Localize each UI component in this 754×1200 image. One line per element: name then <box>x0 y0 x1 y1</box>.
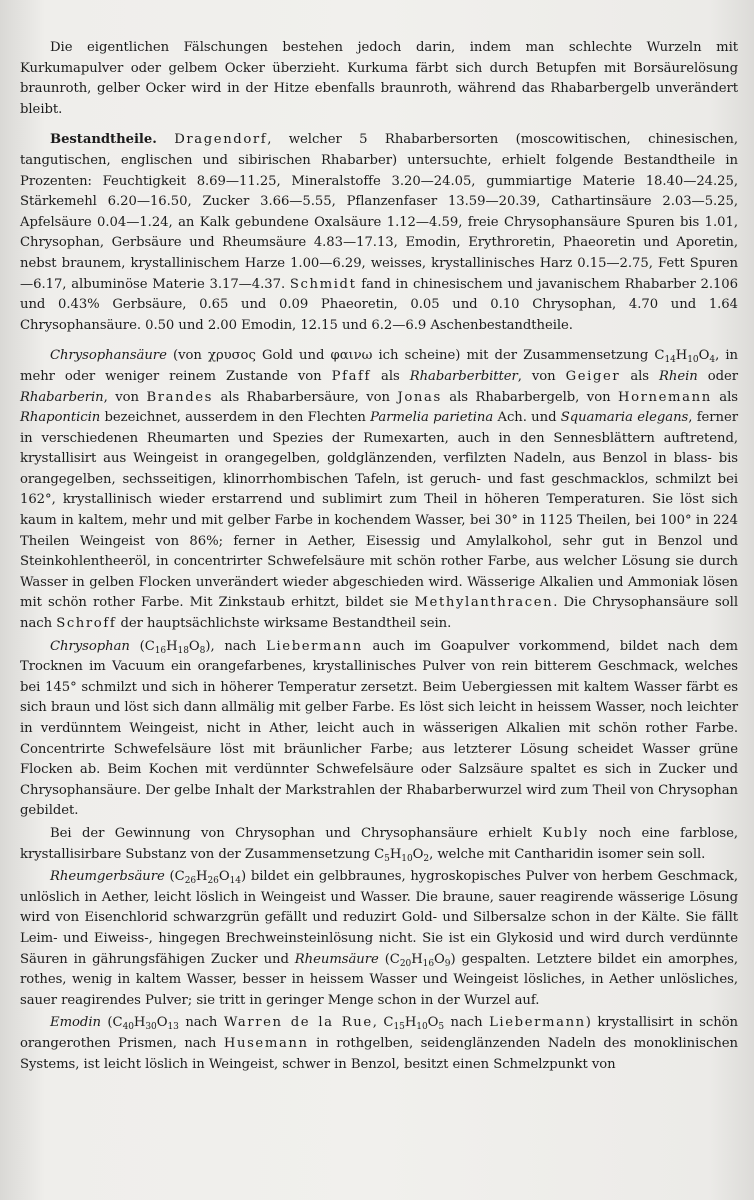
author-name: Schmidt <box>289 276 357 292</box>
term: Parmelia parietina <box>370 410 494 426</box>
term: Rhaponticin <box>20 410 101 426</box>
paragraph-kubly: Bei der Gewinnung von Chrysophan und Chrysophansäure erhielt Kubly noch eine farblose, krystallisirbare Substanz von der Zusammensetzung $C_5H_{10}O_2$, welche mit Cantharidin isomer sein soll. <box>20 825 738 864</box>
paragraph-adulteration: Die eigentlichen Fälschungen bestehen jedoch darin, indem man schlechte Wurzeln mit Kurkumapulver oder gelbem Ocker überzieht. Kurkuma färbt sich durch Betupfen mit Borsäurelösung braunroth, gelber Ocker wird in der Hitze ebenfalls braunroth, während das Rhabarbergelb unverändert bleibt. <box>20 40 738 117</box>
chemical-formula: $C_{26}H_{26}O_{14}$ <box>174 869 241 887</box>
chemical-formula: $C_{15}H_{10}O_5$ <box>383 1015 445 1033</box>
author-name: Warren de la Rue <box>223 1015 373 1031</box>
author-name: Dragendorf <box>174 132 268 148</box>
term: Rhabarberin <box>20 389 104 405</box>
chemical-formula: $C_{16}H_{18}O_8$ <box>144 638 206 656</box>
chemical-formula: $C_{14}H_{10}O_4$ <box>654 348 716 366</box>
author-name: Pfaff <box>331 368 372 384</box>
body-text <box>20 38 738 1077</box>
chemical-formula: $C_{40}H_{30}O_{13}$ <box>112 1015 179 1033</box>
chemical-formula: $C_5H_{10}O_2$ <box>374 846 430 864</box>
author-name: Jonas <box>397 389 442 405</box>
compound-name: Methylanthracen <box>414 595 554 611</box>
chemical-formula: $C_{20}H_{16}O_9$ <box>389 951 451 969</box>
term: Chrysophansäure <box>50 348 167 364</box>
section-heading: Bestandtheile. <box>50 132 157 148</box>
paragraph-constituents: Bestandtheile. Dragendorf, welcher 5 Rhabarbersorten (moscowitischen, chinesischen, tangutischen, englischen und sibirischen Rhabarber) untersuchte, erhielt folgende Bestandtheile in Prozenten: Feuchtigkeit 8.69—11.25, Mineralstoffe 3.20—24.05, gummiartige Materie 18.40—24.25, Stärkemehl 6.20—16.50, Zucker 3.66—5.55, Pflanzenfaser 13.59—20.39, Cathartinsäure 2.03—5.25, Apfelsäure 0.04—1.24, an Kalk gebundene Oxalsäure 1.12—4.59, freie Chrysophansäure Spuren bis 1.01, Chrysophan, Gerbsäure und Rheumsäure 4.83—17.13, Emodin, Erythroretin, Phaeoretin und Aporetin, nebst braunem, krystallinischem Harze 1.00—6.29, weisses, krystallinisches Harz 0.15—2.75, Fett Spuren —6.17, albuminöse Materie 3.17—4.37. Schmidt fand in chinesischem und javanischem Rhabarber 2.106 und 0.43% Gerbsäure, 0.65 und 0.09 Phaeoretin, 0.05 und 0.10 Chrysophan, 4.70 und 1.64 Chrysophansäure. 0.50 und 2.00 Emodin, 12.15 und 6.2—6.9 Aschenbestandtheile. <box>20 132 738 333</box>
author-name: Husemann <box>223 1035 309 1051</box>
author-name: Brandes <box>146 389 214 405</box>
author-name: Liebermann <box>266 638 363 654</box>
term: Rheumgerbsäure <box>50 869 165 885</box>
term: Squamaria elegans <box>560 410 689 426</box>
paragraph-rheumgerbsaeure: Rheumgerbsäure $(C_{26}H_{26}O_{14})$ bildet ein gelbbraunes, hygroskopisches Pulver von herbem Geschmack, unlöslich in Aether, leicht löslich in Weingeist und Wasser. Die braune, sauer reagirende wässerige Lösung wird von Eisenchlorid schwarzgrün gefällt und reduzirt Gold- und Silbersalze schon in der Kälte. Sie fällt Leim- und Eiweiss-, hingegen Brechweinsteinlösung nicht. Sie ist ein Glykosid und wird durch verdünnte Säuren in gährungsfähigen Zucker und Rheumsäure $(C_{20}H_{16}O_9)$ gespalten. Letztere bildet ein amorphes, rothes, wenig in kaltem Wasser, besser in heissem Wasser und Weingeist lösliches, in Aether unlösliches, sauer reagirendes Pulver; sie tritt in geringer Menge schon in der Wurzel auf. <box>20 869 738 1008</box>
paragraph-chrysophansaeure: Chrysophansäure (von χρυσος Gold und φαινω ich scheine) mit der Zusammensetzung $C_{14}H_{10}O_4$, in mehr oder weniger reinem Zustande von Pfaff als Rhabarberbitter, von Geiger als Rhein oder Rhabarberin, von Brandes als Rhabarbersäure, von Jonas als Rhabarbergelb, von Hornemann als Rhaponticin bezeichnet, ausserdem in den Flechten Parmelia parietina Ach. und Squamaria elegans, ferner in verschiedenen Rheumarten und Spezies der Rumexarten, auch in den Sennesblättern auftretend, krystallisirt aus Weingeist in orangegelben, goldglänzenden, verfilzten Nadeln, aus Benzol in blass- bis orangegelben, sechsseitigen, klinorrhombischen Tafeln, ist geruch- und fast geschmacklos, schmilzt bei 162°, krystallinisch wieder erstarrend und sublimirt zum Theil in höheren Temperaturen. Sie löst sich kaum in kaltem, mehr und mit gelber Farbe in kochendem Wasser, bei 30° in 1125 Theilen, bei 100° in 224 Theilen Weingeist von 86%; ferner in Aether, Eisessig und Amylalkohol, sehr gut in Benzol und Steinkohlentheeröl, in concentrirter Schwefelsäure mit schön rother Farbe, aus welcher Lösung sie durch Wasser in gelben Flocken unverändert wieder abgeschieden wird. Wässerige Alkalien und Ammoniak lösen mit schön rother Farbe. Mit Zinkstaub erhitzt, bildet sie Methylanthracen. Die Chrysophansäure soll nach Schroff der hauptsächlichste wirksame Bestandtheil sein. <box>20 348 739 632</box>
term: Emodin <box>50 1015 101 1031</box>
term: Rhein <box>659 368 698 384</box>
term: Chrysophan <box>50 638 130 654</box>
author-name: Schroff <box>56 616 117 632</box>
paragraph-chrysophan: Chrysophan $(C_{16}H_{18}O_8)$, nach Liebermann auch im Goapulver vorkommend, bildet nach dem Trocknen im Vacuum ein orangefarbenes, krystallinisches Pulver von rein bitterem Geschmack, welches bei 145° schmilzt und sich in höherer Temperatur zersetzt. Beim Uebergiessen mit kaltem Wasser färbt es sich braun und löst sich dann allmälig mit gelber Farbe. Es löst sich leicht in heissem Wasser, noch leichter in verdünntem Weingeist, nicht in Ather, leicht auch in wässerigen Alkalien mit schön rother Farbe. Concentrirte Schwefelsäure löst mit bräunlicher Farbe; aus letzterer Lösung scheidet Wasser grüne Flocken ab. Beim Kochen mit verdünnter Schwefelsäure oder Salzsäure spaltet es sich in Zucker und Chrysophansäure. Der gelbe Inhalt der Markstrahlen der Rhabarberwurzel wird zum Theil von Chrysophan gebildet. <box>20 638 738 819</box>
author-name: Hornemann <box>618 389 712 405</box>
term: Rhabarberbitter <box>409 368 518 384</box>
term: Rheumsäure <box>294 951 379 967</box>
author-name: Geiger <box>565 368 621 384</box>
paragraph-emodin: Emodin ($C_{40}H_{30}O_{13}$ nach Warren de la Rue, $C_{15}H_{10}O_5$ nach Liebermann) krystallisirt in schön orangerothen Prismen, nach Husemann in rothgelben, seidenglänzenden Nadeln des monoklinischen Systems, ist leicht löslich in Weingeist, schwer in Benzol, besitzt einen Schmelzpunkt von <box>20 1015 738 1072</box>
author-name: Kubly <box>542 825 589 841</box>
author-name: Liebermann <box>489 1015 586 1031</box>
